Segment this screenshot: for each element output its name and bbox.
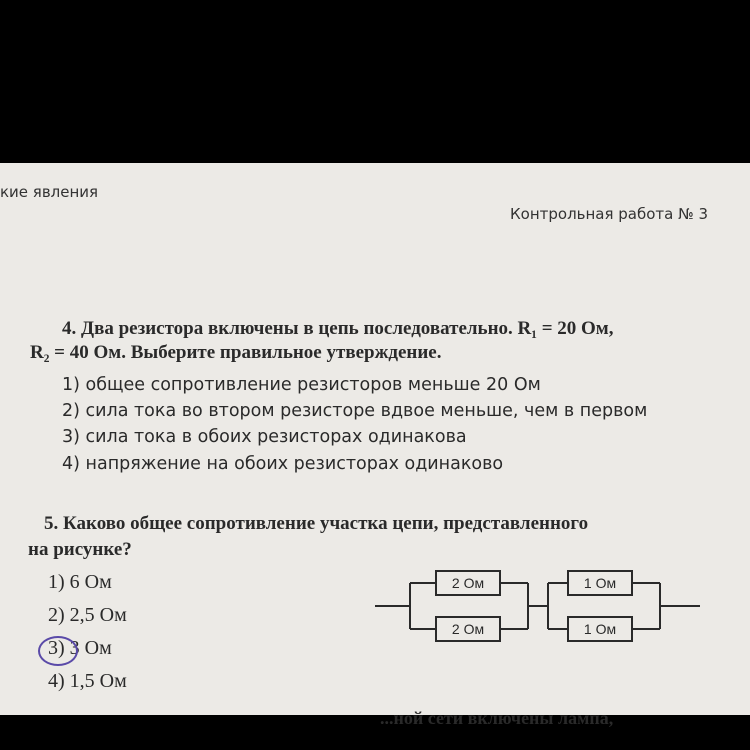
q4-option-2: 2) сила тока во втором резисторе вдвое меньше, чем в первом	[62, 401, 648, 421]
q5-option-1: 1) 6 Ом	[48, 571, 112, 593]
q5-option-4: 4) 1,5 Ом	[48, 670, 127, 692]
q5-text-line1: 5. Каково общее сопротивление участка цепи, представленного	[44, 513, 589, 534]
worksheet-page	[0, 163, 750, 728]
circuit-diagram	[370, 561, 710, 653]
label-left-top: 2 Ом	[451, 575, 485, 591]
label-right-bottom: 1 Ом	[583, 621, 617, 637]
label-left-bottom: 2 Ом	[451, 621, 485, 637]
q5-option-2: 2) 2,5 Ом	[48, 604, 127, 626]
q4-option-1: 1) общее сопротивлениe резисторов меньше 20 Ом	[62, 375, 541, 395]
q4-option-3: 3) сила тока в обоих резисторах одинакова	[62, 427, 467, 447]
test-title: Контрольная работа № 3	[510, 205, 709, 223]
next-question-fragment: ...ной сети включены лампа,	[380, 708, 614, 728]
label-right-top: 1 Ом	[583, 575, 617, 591]
q5-option-3: 3) 3 Ом	[48, 637, 112, 659]
q4-option-4: 4) напряжение на обоих резисторах одинаково	[62, 454, 504, 474]
q4-text-line2: R₂ = 40 Ом. Выберите правильное утверждение.	[30, 342, 442, 363]
q5-text-line2: на рисунке?	[28, 539, 132, 560]
answer-circle-mark	[38, 636, 78, 666]
section-title: кие явления	[0, 183, 99, 201]
q4-text-line1: 4. Два резистора включены в цепь последовательно. R₁ = 20 Ом,	[62, 318, 614, 339]
